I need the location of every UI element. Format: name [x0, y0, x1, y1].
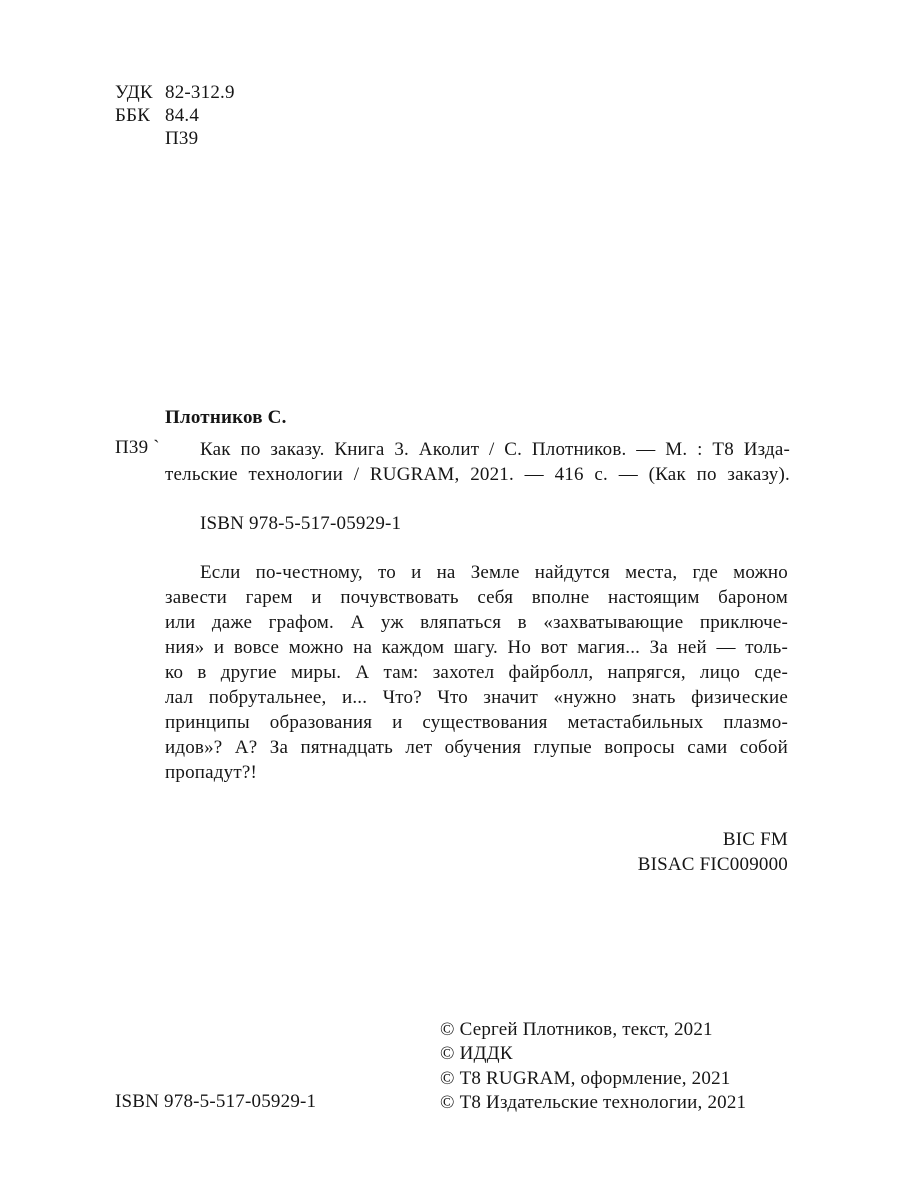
biblio-line: тельские технологии / RUGRAM, 2021. — 416 с. — (Как по заказу). — [165, 464, 790, 485]
margin-author-sign: П39 ` — [115, 437, 160, 458]
copyright-line: © Сергей Плотников, текст, 2021 — [440, 1019, 713, 1040]
isbn-entry: ISBN 978-5-517-05929-1 — [200, 513, 402, 534]
annotation-line: пропадут?! — [165, 762, 257, 783]
footer-isbn: ISBN 978-5-517-05929-1 — [115, 1091, 317, 1112]
copyright-line: © ИДДК — [440, 1043, 513, 1065]
annotation-line: ния» и вовсе можно на каждом шагу. Но вот магия... За ней — толь- — [165, 637, 788, 658]
author-name: Плотников С. — [165, 407, 287, 428]
author-sign: П39 — [165, 128, 199, 149]
copyright-block — [440, 1018, 746, 1115]
bisac-code: BISAC FIC009000 — [637, 854, 788, 875]
annotation-line: лал побрутальнее, и... Что? Что значит «нужно знать физические — [165, 687, 788, 708]
copyright-line: © Т8 Издательские технологии, 2021 — [440, 1091, 747, 1113]
classification-block — [115, 81, 235, 150]
biblio-line: Как по заказу. Книга 3. Аколит / С. Плотников. — М. : Т8 Изда- — [200, 439, 790, 460]
udk-label: УДК — [115, 82, 153, 103]
annotation-line: ко в другие миры. А там: захотел файрболл, напрягся, лицо сде- — [165, 662, 788, 683]
annotation-line: идов»? А? За пятнадцать лет обучения глупые вопросы сами собой — [165, 737, 788, 758]
udk-row — [115, 81, 235, 104]
annotation-line: или даже графом. А уж вляпаться в «захватывающие приключе- — [165, 612, 788, 633]
udk-value: 82-312.9 — [165, 82, 235, 103]
annotation-line: принципы образования и существования метастабильных плазмо- — [165, 712, 788, 733]
bic-code: BIC FM — [722, 829, 788, 850]
author-sign-row — [115, 127, 235, 150]
bbk-row — [115, 104, 235, 127]
annotation-paragraph — [165, 560, 788, 785]
bbk-value: 84.4 — [165, 105, 200, 126]
bbk-label: ББК — [115, 105, 151, 126]
annotation-line: завести гарем и почувствовать себя вполне настоящим бароном — [165, 587, 788, 608]
subject-codes-block — [638, 827, 788, 877]
annotation-line: Если по-честному, то и на Земле найдутся места, где можно — [200, 562, 788, 583]
author-sign-indent — [115, 127, 165, 150]
bibliographic-entry — [165, 437, 790, 487]
copyright-line: © Т8 RUGRAM, оформление, 2021 — [440, 1067, 731, 1089]
